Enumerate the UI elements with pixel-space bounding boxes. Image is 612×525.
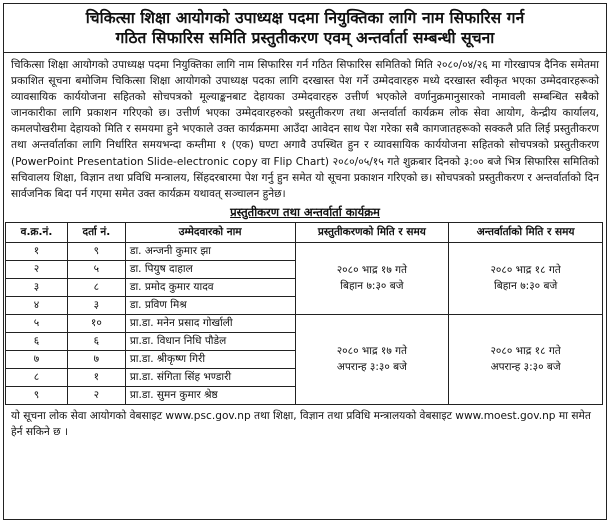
group1-interview-cell [449,242,603,314]
notice-frame [3,3,607,520]
header-candidate-name: उम्मेदवारको नाम [125,222,295,242]
group1-interview-time: बिहान ७:३० बजे [494,280,558,293]
serial-cell: ७ [6,350,68,368]
serial-cell: ४ [6,296,68,314]
registration-cell: ९ [67,242,125,260]
group2-presentation-date: २०८० भाद्र १७ गते [336,345,408,358]
schedule-table [5,222,603,405]
candidate-name-cell: प्रा.डा. संगिता सिंह भण्डारी [125,368,295,386]
table-row [6,314,603,332]
serial-cell: १ [6,242,68,260]
registration-cell: ८ [67,278,125,296]
group2-presentation-cell [295,314,449,404]
serial-cell: ५ [6,314,68,332]
candidate-name-cell: प्रा.डा. श्रीकृष्ण गिरी [125,350,295,368]
candidate-name-cell: प्रा.डा. सुमन कुमार श्रेष्ठ [125,386,295,404]
table-header-row [6,222,603,242]
candidate-name-cell: डा. प्रमोद कुमार यादव [125,278,295,296]
candidate-name-cell: प्रा.डा. मनेन प्रसाद गोर्खाली [125,314,295,332]
header-presentation-datetime: प्रस्तुतीकरणको मिति र समय [295,222,449,242]
group1-presentation-cell [295,242,449,314]
candidate-name-cell: डा. अन्जनी कुमार झा [125,242,295,260]
group2-presentation-time: अपरान्ह ३:३० बजे [336,361,407,374]
candidate-name-cell: डा. पियुष दाहाल [125,260,295,278]
header-registration: दर्ता नं. [67,222,125,242]
title-line-1: चिकित्सा शिक्षा आयोगको उपाध्यक्ष पदमा नियुक्तिका लागि नाम सिफारिस गर्न [85,9,525,27]
body-paragraph: चिकित्सा शिक्षा आयोगको उपाध्यक्ष पदमा नियुक्तिका लागि नाम सिफारिस गर्न गठित सिफारिस समितिको मिति २०८०/०४/२६ मा गोरखापत्र दैनिक समेतमा प्रकाशित सूचना बमोजिम चिकित्सा शिक्षा आयोगको उपाध्यक्ष पदका लागि दरखास्त पेश गर्ने उम्मेदवारहरु मध्ये दरखास्त स्वीकृत भएका उम्मेदवारहरूको व्यावसायिक कार्ययोजना सहितको सोचपत्रको मूल्याङ्कनबाट देहायका उम्मेदवारहरु उत्तीर्ण भएकोले वर्णानुक्रमानुसारको नामावली सम्बन्धित सबैको जानकारीका लागि प्रकाशन गरिएको छ। उत्तीर्ण भएका उम्मेदवारहरुको प्रस्तुतीकरण तथा अन्तर्वार्ता कार्यक्रम लोक सेवा आयोग, केन्द्रीय कार्यालय, कमलपोखरीमा देहायको मिति र समयमा हुने भएकाले उक्त कार्यक्रममा आउँदा आवेदन साथ पेश गरेका सबै कागजातहरूको सक्कलै प्रति लिई प्रस्तुतीकरण तथा अन्तर्वार्ताका लागि निर्धारित समयभन्दा कम्तीमा १ (एक) घण्टा अगावै उपस्थित हुन र व्यावसायिक कार्ययोजना सहितको सोचपत्रको प्रस्तुतीकरण (PowerPoint Presentation Slide-electronic copy वा Flip Chart) २०८०/०५/१५ गते शुक्रबार दिनको ३:०० बजे भित्र सिफारिस समितिको सचिवालय शिक्षा, विज्ञान तथा प्रविधि मन्त्रालय, सिंहदरबारमा पेश गर्नु हुन समेत यो सूचना प्रकाशन गरिएको छ। सोचपत्रको प्रस्तुतीकरण र अन्तर्वार्ताको दिन सार्वजनिक बिदा पर्न गएमा समेत उक्त कार्यक्रम यथावत् सञ्चालन हुनेछ। [11,59,599,200]
registration-cell: १० [67,314,125,332]
schedule-heading: प्रस्तुतीकरण तथा अन्तर्वार्ता कार्यक्रम [230,204,380,219]
notice-footer: यो सूचना लोक सेवा आयोगको वेबसाइट www.psc.gov.np तथा शिक्षा, विज्ञान तथा प्रविधि मन्त्रालयको वेबसाइट www.moest.gov.np मा समेत हेर्न सकिने छ । [11,409,591,438]
registration-cell: ६ [67,332,125,350]
table-row [6,242,603,260]
notice-title [4,4,606,53]
registration-cell: ७ [67,350,125,368]
serial-cell: २ [6,260,68,278]
candidate-name-cell: डा. प्रविण मिश्र [125,296,295,314]
group2-interview-cell [449,314,603,404]
registration-cell: ५ [67,260,125,278]
registration-cell: १ [67,368,125,386]
header-interview-datetime: अन्तर्वार्ताको मिति र समय [449,222,603,242]
group2-interview-date: २०८० भाद्र १८ गते [490,345,561,358]
serial-cell: ३ [6,278,68,296]
group2-interview-time: अपरान्ह ३:३० बजे [490,361,561,374]
group1-presentation-date: २०८० भाद्र १७ गते [336,264,408,277]
title-line-2: गठित सिफारिस समिति प्रस्तुतीकरण एवम् अन्तर्वार्ता सम्बन्धी सूचना [115,29,495,47]
serial-cell: ८ [6,368,68,386]
header-serial: व.क्र.नं. [6,222,68,242]
candidate-name-cell: प्रा.डा. विधान निधि पौडेल [125,332,295,350]
notice-body [4,53,606,202]
group1-interview-date: २०८० भाद्र १८ गते [490,264,561,277]
registration-cell: ३ [67,296,125,314]
group1-presentation-time: बिहान ७:३० बजे [340,280,404,293]
serial-cell: ६ [6,332,68,350]
serial-cell: ९ [6,386,68,404]
registration-cell: २ [67,386,125,404]
